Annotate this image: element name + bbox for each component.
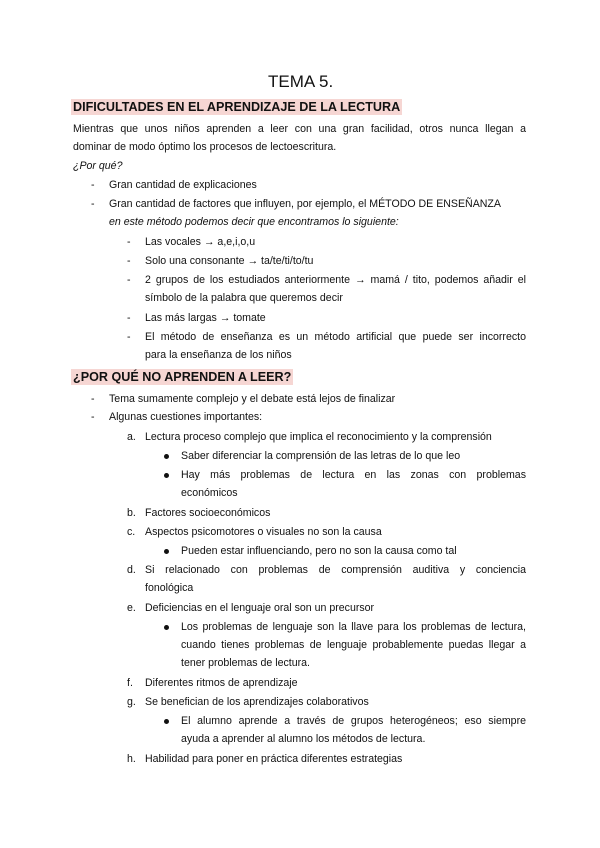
lettered-item: Lectura proceso complejo que implica el reconocimiento y la comprensión [145, 431, 492, 443]
sub-list-item: 2 grupos de los estudiados anteriormente → mamá / tito, podemos añadir el [145, 274, 526, 286]
intro-line-2: dominar de modo óptimo los procesos de lectoescritura. [73, 141, 337, 153]
bullet-dot [164, 625, 169, 630]
sub-list-item: Solo una consonante → ta/te/ti/to/tu [145, 255, 314, 267]
bullet-item-continuation: tener problemas de lectura. [181, 657, 310, 669]
dash-marker [127, 236, 131, 249]
bullet-dot [164, 549, 169, 554]
list-item: Gran cantidad de factores que influyen, por ejemplo, el MÉTODO DE ENSEÑANZA [109, 198, 501, 210]
list-letter: d. [127, 564, 136, 576]
section-heading-por-que-no: ¿POR QUÉ NO APRENDEN A LEER? [73, 370, 292, 384]
bullet-item: El alumno aprende a través de grupos heterogéneos; eso siempre [181, 715, 526, 727]
list-letter: b. [127, 507, 136, 519]
dash-marker [91, 411, 95, 424]
dash-marker [127, 274, 131, 287]
bullet-dot [164, 473, 169, 478]
lettered-item: Aspectos psicomotores o visuales no son la causa [145, 526, 382, 538]
sub-list-item-continuation: para la enseñanza de los niños [145, 349, 292, 361]
bullet-item: Los problemas de lenguaje son la llave para los problemas de lectura, [181, 621, 526, 633]
bullet-item: Saber diferenciar la comprensión de las letras de lo que leo [181, 450, 461, 462]
list-letter: h. [127, 753, 136, 765]
lettered-item: Deficiencias en el lenguaje oral son un precursor [145, 602, 375, 614]
question-por-que: ¿Por qué? [73, 160, 123, 172]
dash-marker [91, 179, 95, 192]
list-item: Tema sumamente complejo y el debate está lejos de finalizar [109, 393, 396, 405]
lettered-item: Diferentes ritmos de aprendizaje [145, 677, 298, 689]
bullet-dot [164, 719, 169, 724]
list-letter: g. [127, 696, 136, 708]
method-note: en este método podemos decir que encontramos lo siguiente: [109, 216, 399, 228]
bullet-dot [164, 454, 169, 459]
lettered-item-continuation: fonológica [145, 582, 194, 594]
list-letter: e. [127, 602, 136, 614]
sub-list-item: Las vocales → a,e,i,o,u [145, 236, 256, 248]
section-heading-dificultades: DIFICULTADES EN EL APRENDIZAJE DE LA LECTURA [73, 100, 401, 114]
bullet-item: Hay más problemas de lectura en las zonas con problemas [181, 469, 526, 481]
dash-marker [127, 331, 131, 344]
bullet-item-continuation: económicos [181, 487, 238, 499]
lettered-item: Habilidad para poner en práctica diferentes estrategias [145, 753, 403, 765]
sub-list-item-continuation: símbolo de la palabra que queremos decir [145, 292, 343, 304]
list-letter: c. [127, 526, 136, 538]
dash-marker [127, 255, 131, 268]
page-title: TEMA 5. [268, 72, 334, 91]
intro-line-1: Mientras que unos niños aprenden a leer con una gran facilidad, otros nunca llegan a [73, 123, 526, 135]
list-letter: f. [127, 677, 133, 689]
list-item: Gran cantidad de explicaciones [109, 179, 257, 191]
dash-marker [91, 393, 95, 406]
sub-list-item: El método de enseñanza es un método artificial que puede ser incorrecto [145, 331, 526, 343]
list-item: Algunas cuestiones importantes: [109, 411, 263, 423]
lettered-item: Factores socioeconómicos [145, 507, 271, 519]
list-letter: a. [127, 431, 136, 443]
bullet-item-continuation: cuando tienes problemas de lenguaje probablemente puedas llegar a [181, 639, 526, 651]
lettered-item: Se benefician de los aprendizajes colaborativos [145, 696, 369, 708]
sub-list-item: Las más largas → tomate [145, 312, 266, 324]
lettered-item: Si relacionado con problemas de comprensión auditiva y conciencia [145, 564, 526, 576]
dash-marker [91, 198, 95, 211]
bullet-item-continuation: ayuda a aprender al alumno los métodos de lectura. [181, 733, 426, 745]
bullet-item: Pueden estar influenciando, pero no son la causa como tal [181, 545, 457, 557]
dash-marker [127, 312, 131, 325]
